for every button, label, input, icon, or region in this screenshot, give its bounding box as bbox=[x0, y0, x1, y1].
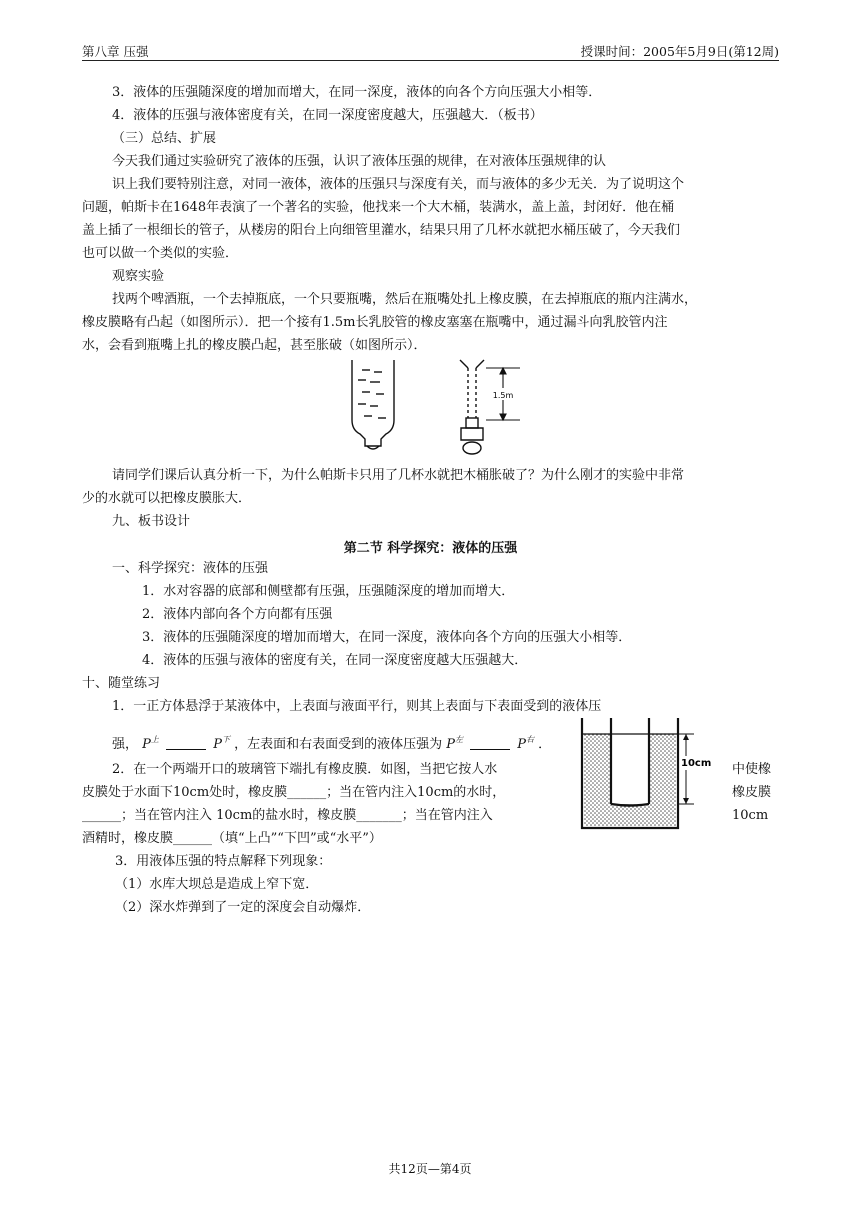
open-bottle-icon bbox=[352, 360, 394, 449]
depth-label: 10cm bbox=[681, 758, 712, 769]
p-upper-symbol: $P^上$ bbox=[142, 735, 159, 752]
text-line: 盖上插了一根细长的管子，从楼房的阳台上向细管里灌水，结果只用了几杯水就把水桶压破了，今天我们 bbox=[82, 223, 681, 238]
text-line: 找两个啤酒瓶，一个去掉瓶底，一个只要瓶嘴，然后在瓶嘴处扎上橡皮膜，在去掉瓶底的瓶内注满水， bbox=[112, 292, 698, 307]
text-line: （2）深水炸弹到了一定的深度会自动爆炸． bbox=[115, 900, 371, 915]
page-footer: 共12页—第4页 bbox=[388, 1162, 472, 1176]
container-tube-figure bbox=[576, 714, 726, 834]
section-heading: （三）总结、扩展 bbox=[112, 131, 217, 146]
text-line: 1．一正方体悬浮于某液体中，上表面与液面平行，则其上表面与下表面受到的液体压 bbox=[112, 699, 602, 714]
text-line: 橡皮膜略有凸起（如图所示）．把一个接有1.5m长乳胶管的橡皮塞塞在瓶嘴中，通过漏斗向乳胶管内注 bbox=[82, 315, 668, 330]
text-line: 2．在一个两端开口的玻璃管下端扎有橡皮膜．如图，当把它按人水 bbox=[112, 762, 498, 777]
p-lower-symbol: $P^下$ bbox=[213, 735, 230, 752]
text-line: 问题，帕斯卡在1648年表演了一个著名的实验，他找来一个大木桶，装满水，盖上盖，封闭好．他在桶 bbox=[82, 200, 675, 215]
lesson-date: 授课时间：2005年5月9日(第12周) bbox=[580, 44, 779, 59]
text-line: 3．液体的压强随深度的增加而增大，在同一深度，液体的向各个方向压强大小相等． bbox=[112, 85, 602, 100]
section-heading: 十、随堂练习 bbox=[82, 676, 161, 691]
text-line: 也可以做一个类似的实验． bbox=[82, 246, 239, 261]
board-title: 第二节 科学探究：液体的压强 bbox=[343, 541, 518, 556]
text-line: 2．液体内部向各个方向都有压强 bbox=[142, 607, 333, 622]
section-heading: 九、板书设计 bbox=[112, 514, 191, 529]
text-line: 水，会看到瓶嘴上扎的橡皮膜凸起，甚至胀破（如图所示）． bbox=[82, 338, 427, 353]
text-line: 3．用液体压强的特点解释下列现象： bbox=[115, 854, 332, 869]
text-line: ______；当在管内注入 10cm的盐水时，橡皮膜_______；当在管内注入 bbox=[82, 808, 493, 823]
bottle-experiment-figure bbox=[340, 354, 540, 460]
side-text: 中使橡 bbox=[732, 762, 772, 777]
text-fragment: 强， bbox=[112, 737, 139, 752]
answer-blank[interactable] bbox=[166, 737, 206, 750]
text-line: 4．液体的压强与液体密度有关，在同一深度密度越大，压强越大．（板书） bbox=[112, 108, 543, 123]
text-fragment: ． bbox=[538, 737, 552, 752]
text-fragment: ，左表面和右表面受到的液体压强为 bbox=[234, 737, 443, 752]
text-line: 1．水对容器的底部和侧壁都有压强，压强随深度的增加而增大． bbox=[142, 584, 515, 599]
text-line: 识上我们要特别注意，对同一液体，液体的压强只与深度有关，而与液体的多少无关．为了说明这个 bbox=[112, 177, 685, 192]
chapter-title: 第八章 压强 bbox=[82, 44, 149, 59]
side-text: 橡皮膜 bbox=[732, 785, 772, 800]
text-line: 少的水就可以把橡皮膜胀大． bbox=[82, 491, 252, 506]
text-line: （1）水库大坝总是造成上窄下宽． bbox=[115, 877, 319, 892]
p-left-symbol: $P^左$ bbox=[446, 735, 463, 752]
text-line: 4．液体的压强与液体的密度有关，在同一深度密度越大压强越大． bbox=[142, 653, 528, 668]
text-line: 3．液体的压强随深度的增加而增大，在同一深度，液体向各个方向的压强大小相等． bbox=[142, 630, 632, 645]
pressure-symbols-line bbox=[112, 731, 551, 754]
tube-length-label: 1.5m bbox=[492, 391, 514, 400]
funnel-tube-icon bbox=[460, 360, 484, 454]
section-heading: 观察实验 bbox=[112, 269, 165, 284]
answer-blank[interactable] bbox=[470, 737, 510, 750]
p-right-symbol: $P^右$ bbox=[517, 735, 535, 752]
text-line: 酒精时，橡皮膜______（填“上凸”“下凹”或“水平”） bbox=[82, 831, 382, 846]
text-line: 皮膜处于水面下10cm处时，橡皮膜______；当在管内注入10cm的水时， bbox=[82, 785, 506, 800]
text-line: 请同学们课后认真分析一下，为什么帕斯卡只用了几杯水就把木桶胀破了？为什么刚才的实验中非常 bbox=[112, 468, 685, 483]
page-header bbox=[82, 40, 779, 61]
text-line: 今天我们通过实验研究了液体的压强，认识了液体压强的规律，在对液体压强规律的认 bbox=[112, 154, 607, 169]
text-line: 一、科学探究：液体的压强 bbox=[112, 561, 269, 576]
side-text: 10cm bbox=[732, 808, 769, 823]
